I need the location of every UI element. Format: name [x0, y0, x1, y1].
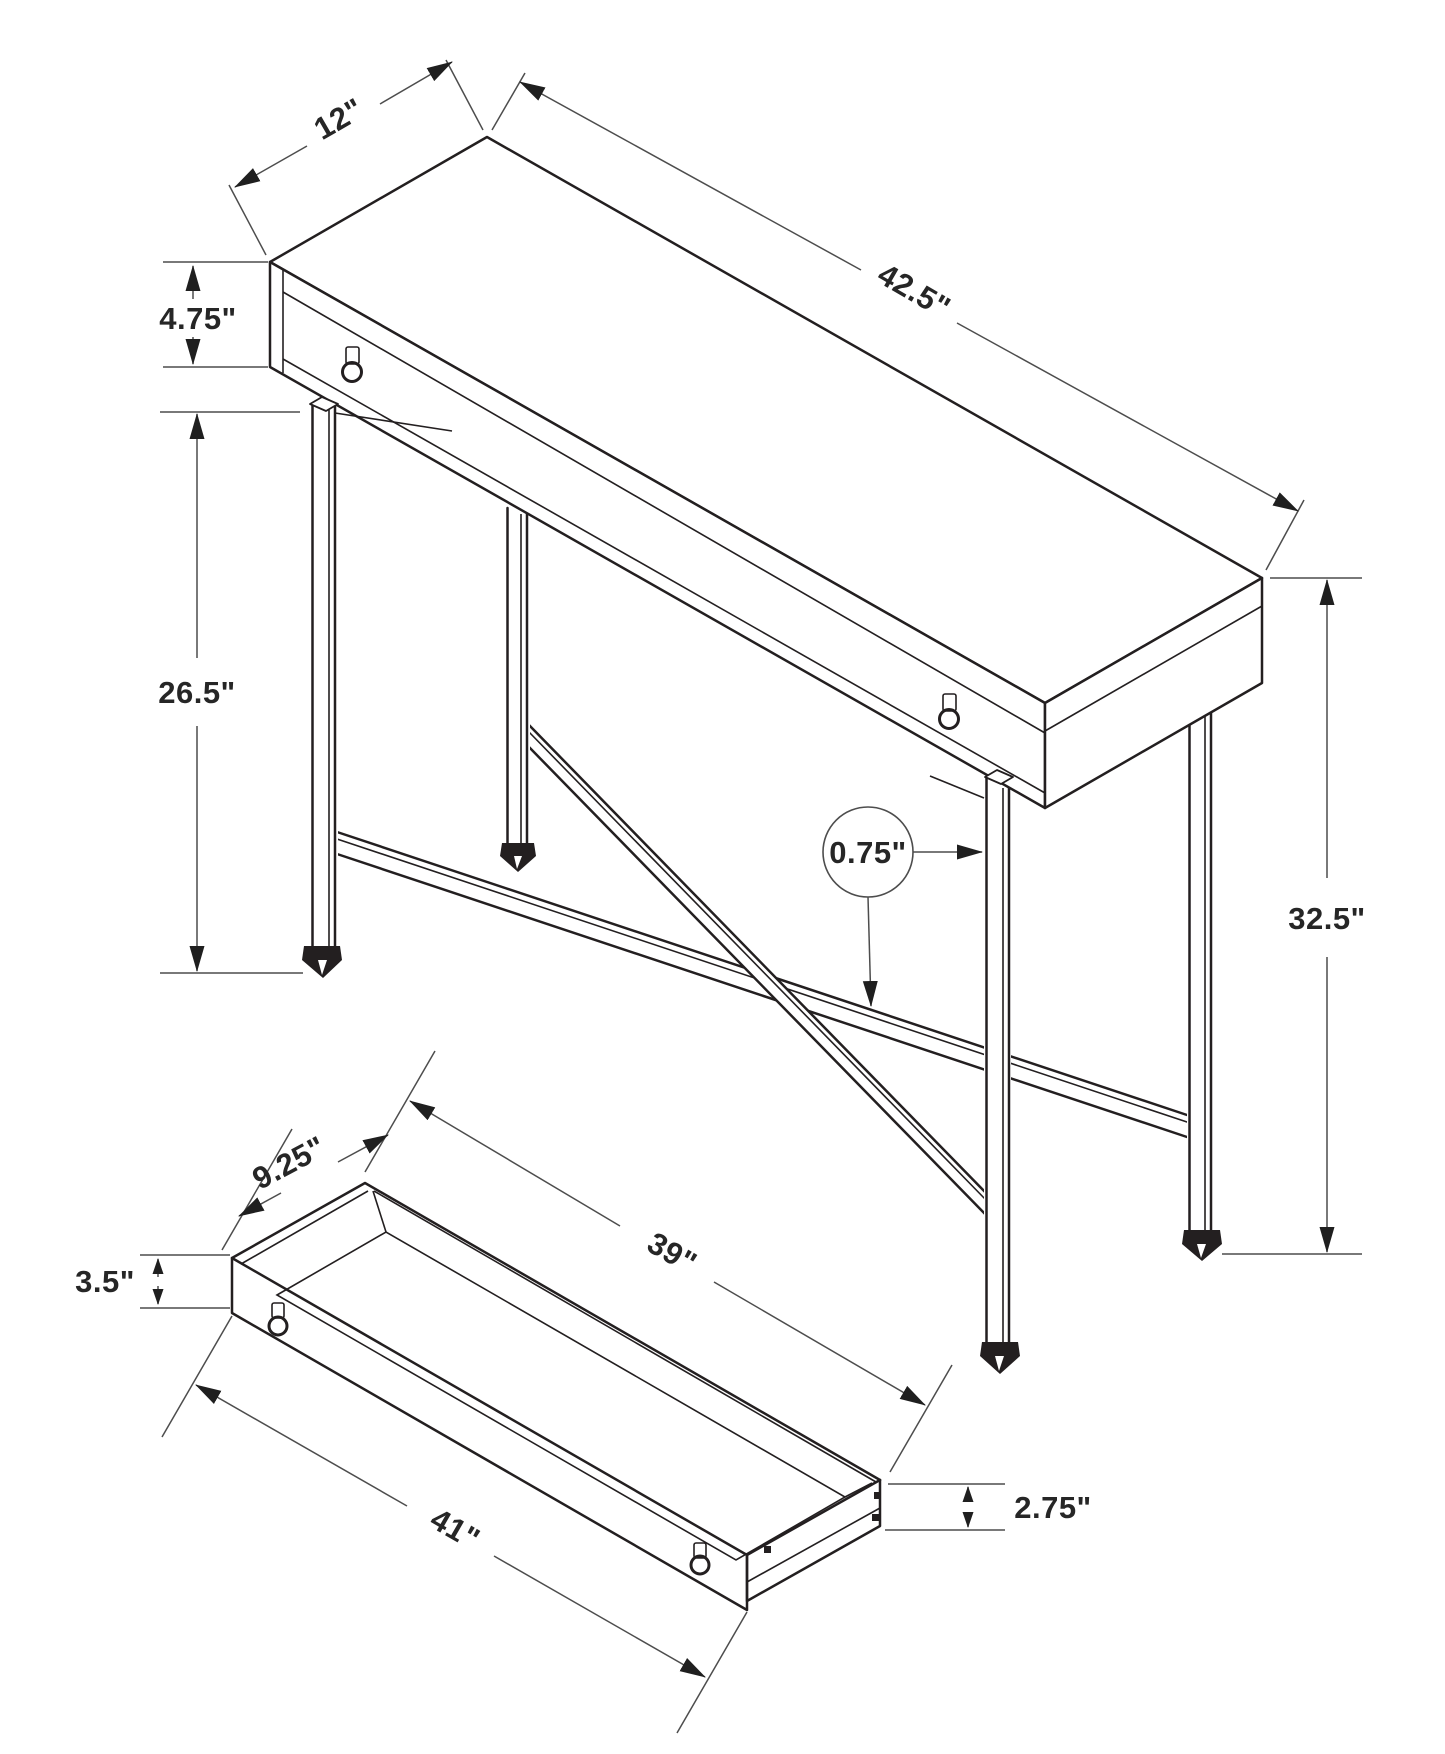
console-table-view [270, 137, 1262, 1374]
dim-drawer-side-height-label: 2.75" [1014, 1490, 1092, 1525]
dim-drawer-top-length-label: 39" [641, 1225, 703, 1281]
dim-drawer-bottom-length-label: 41" [424, 1501, 486, 1557]
table-leg-front-left [310, 400, 338, 948]
dim-drawer-front-height [75, 1255, 230, 1308]
dim-drawer-face-height [159, 262, 268, 367]
dim-drawer-face-height-label: 4.75" [159, 301, 237, 336]
dim-leg-height [158, 412, 303, 973]
table-leg-front-right [984, 772, 1011, 1344]
dim-drawer-front-height-label: 3.5" [75, 1264, 135, 1299]
drawer-view [232, 1183, 881, 1610]
dim-overall-height-label: 32.5" [1288, 901, 1366, 936]
dim-drawer-depth-label: 9.25" [246, 1129, 332, 1197]
table-top-box [270, 137, 1262, 808]
dim-tube-thickness-callout [823, 807, 982, 1006]
dim-top-depth-label: 12" [308, 91, 370, 147]
dim-drawer-side-height [885, 1484, 1092, 1530]
table-leg-back-left [504, 505, 530, 847]
dim-leg-height-label: 26.5" [158, 675, 236, 710]
dim-tube-thickness-label: 0.75" [829, 835, 907, 870]
x-brace-rear [528, 724, 987, 1216]
table-leg-back-right [1187, 708, 1214, 1240]
dim-top-length-label: 42.5" [871, 256, 957, 326]
